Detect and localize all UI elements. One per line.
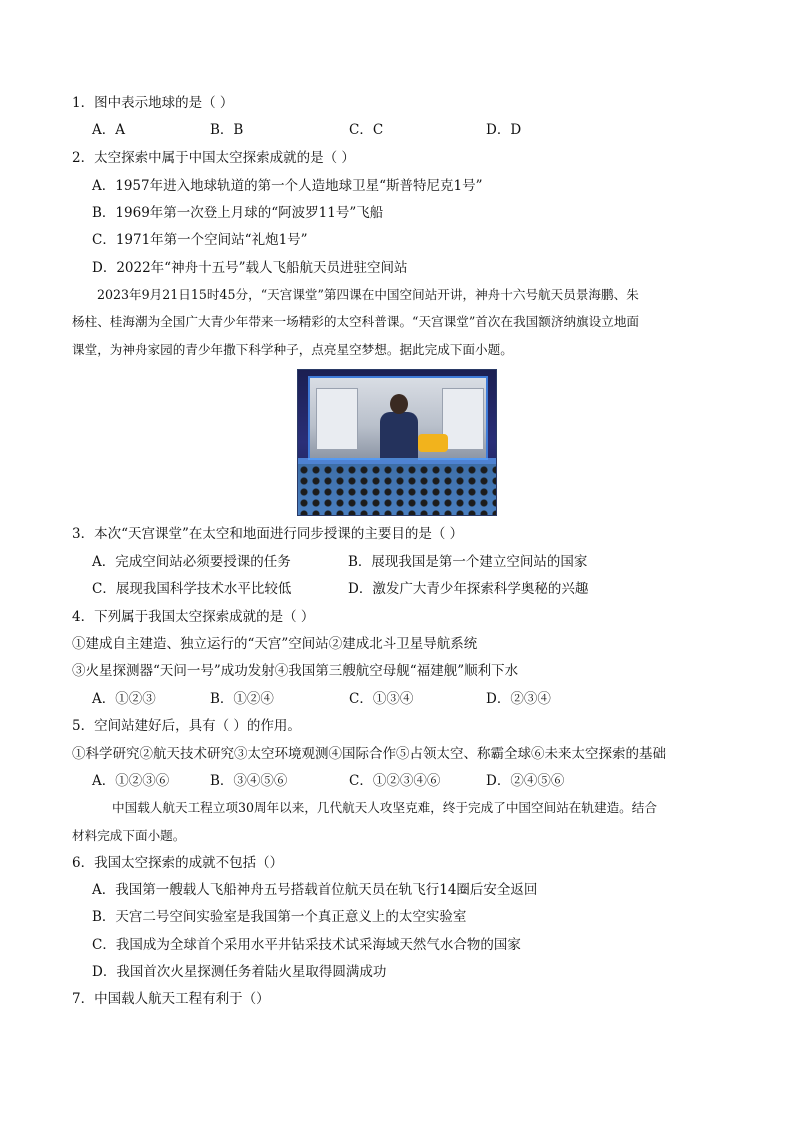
q3-option-b: B．展现我国是第一个建立空间站的国家 xyxy=(348,554,588,570)
q6-stem: 6．我国太空探索的成就不包括（） xyxy=(72,855,284,871)
space-station-screen xyxy=(308,376,488,460)
q4-option-c: C．①③④ xyxy=(349,691,414,707)
q1-option-a: A．A xyxy=(92,122,125,138)
q6-option-a: A．我国第一艘载人飞船神舟五号搭载首位航天员在轨飞行14圈后安全返回 xyxy=(92,882,538,898)
q6-option-b: B．天宫二号空间实验室是我国第一个真正意义上的太空实验室 xyxy=(92,909,467,925)
q5-option-a: A．①②③⑥ xyxy=(92,773,170,789)
q6-option-c: C．我国成为全球首个采用水平井钻采技术试采海域天然气水合物的国家 xyxy=(92,937,521,953)
passage1-line-1: 2023年9月21日15时45分，“天宫课堂”第四课在中国空间站开讲，神舟十六号航天员景海鹏、朱 xyxy=(97,287,639,302)
passage1-line-2: 杨柱、桂海潮为全国广大青少年带来一场精彩的太空科普课。“天宫课堂”首次在我国额济纳旗设立地面 xyxy=(72,314,640,329)
q5-option-c: C．①②③④⑥ xyxy=(349,773,441,789)
q1-option-c: C．C xyxy=(349,122,384,138)
student-audience xyxy=(298,464,497,516)
q3-stem: 3．本次“天宫课堂”在太空和地面进行同步授课的主要目的是（ ） xyxy=(72,526,464,542)
q4-items-line-1: ①建成自主建造、独立运行的“天宫”空间站②建成北斗卫星导航系统 xyxy=(72,636,478,652)
q3-option-d: D．激发广大青少年探索科学奥秘的兴趣 xyxy=(348,581,589,597)
q1-stem: 1．图中表示地球的是（ ） xyxy=(72,95,234,111)
q1-option-b: B．B xyxy=(210,122,244,138)
q2-option-b: B．1969年第一次登上月球的“阿波罗11号”飞船 xyxy=(92,205,384,221)
passage2-line-1: 中国载人航天工程立项30周年以来，几代航天人攻坚克难，终于完成了中国空间站在轨建造。结合 xyxy=(112,800,657,815)
q5-option-b: B．③④⑤⑥ xyxy=(210,773,288,789)
passage2-line-2: 材料完成下面小题。 xyxy=(72,828,186,843)
q3-option-a: A．完成空间站必须要授课的任务 xyxy=(92,554,291,570)
q4-option-a: A．①②③ xyxy=(92,691,156,707)
q7-stem: 7．中国载人航天工程有利于（） xyxy=(72,991,270,1007)
q4-items-line-2: ③火星探测器“天问一号”成功发射④我国第三艘航空母舰“福建舰”顺利下水 xyxy=(72,663,519,679)
q2-option-a: A．1957年进入地球轨道的第一个人造地球卫星“斯普特尼克1号” xyxy=(92,178,483,194)
q5-option-d: D．②④⑤⑥ xyxy=(486,773,565,789)
astronaut-figure xyxy=(380,412,418,460)
q2-option-d: D．2022年“神舟十五号”载人飞船航天员进驻空间站 xyxy=(92,260,408,276)
q3-option-c: C．展现我国科学技术水平比较低 xyxy=(92,581,292,597)
q5-stem: 5．空间站建好后，具有（ ）的作用。 xyxy=(72,718,301,734)
q4-option-d: D．②③④ xyxy=(486,691,551,707)
q2-option-c: C．1971年第一个空间站“礼炮1号” xyxy=(92,232,308,248)
q1-option-d: D．D xyxy=(486,122,522,138)
q4-option-b: B．①②④ xyxy=(210,691,274,707)
q6-option-d: D．我国首次火星探测任务着陆火星取得圆满成功 xyxy=(92,964,387,980)
q5-items-line-1: ①科学研究②航天技术研究③太空环境观测④国际合作⑤占领太空、称霸全球⑥未来太空探索的基础 xyxy=(72,746,666,762)
passage1-line-3: 课堂，为神舟家园的青少年撒下科学种子，点亮星空梦想。据此完成下面小题。 xyxy=(72,342,513,357)
tiangong-classroom-photo xyxy=(297,369,497,516)
q2-stem: 2．太空探索中属于中国太空探索成就的是（ ） xyxy=(72,150,355,166)
q4-stem: 4．下列属于我国太空探索成就的是（ ） xyxy=(72,609,315,625)
